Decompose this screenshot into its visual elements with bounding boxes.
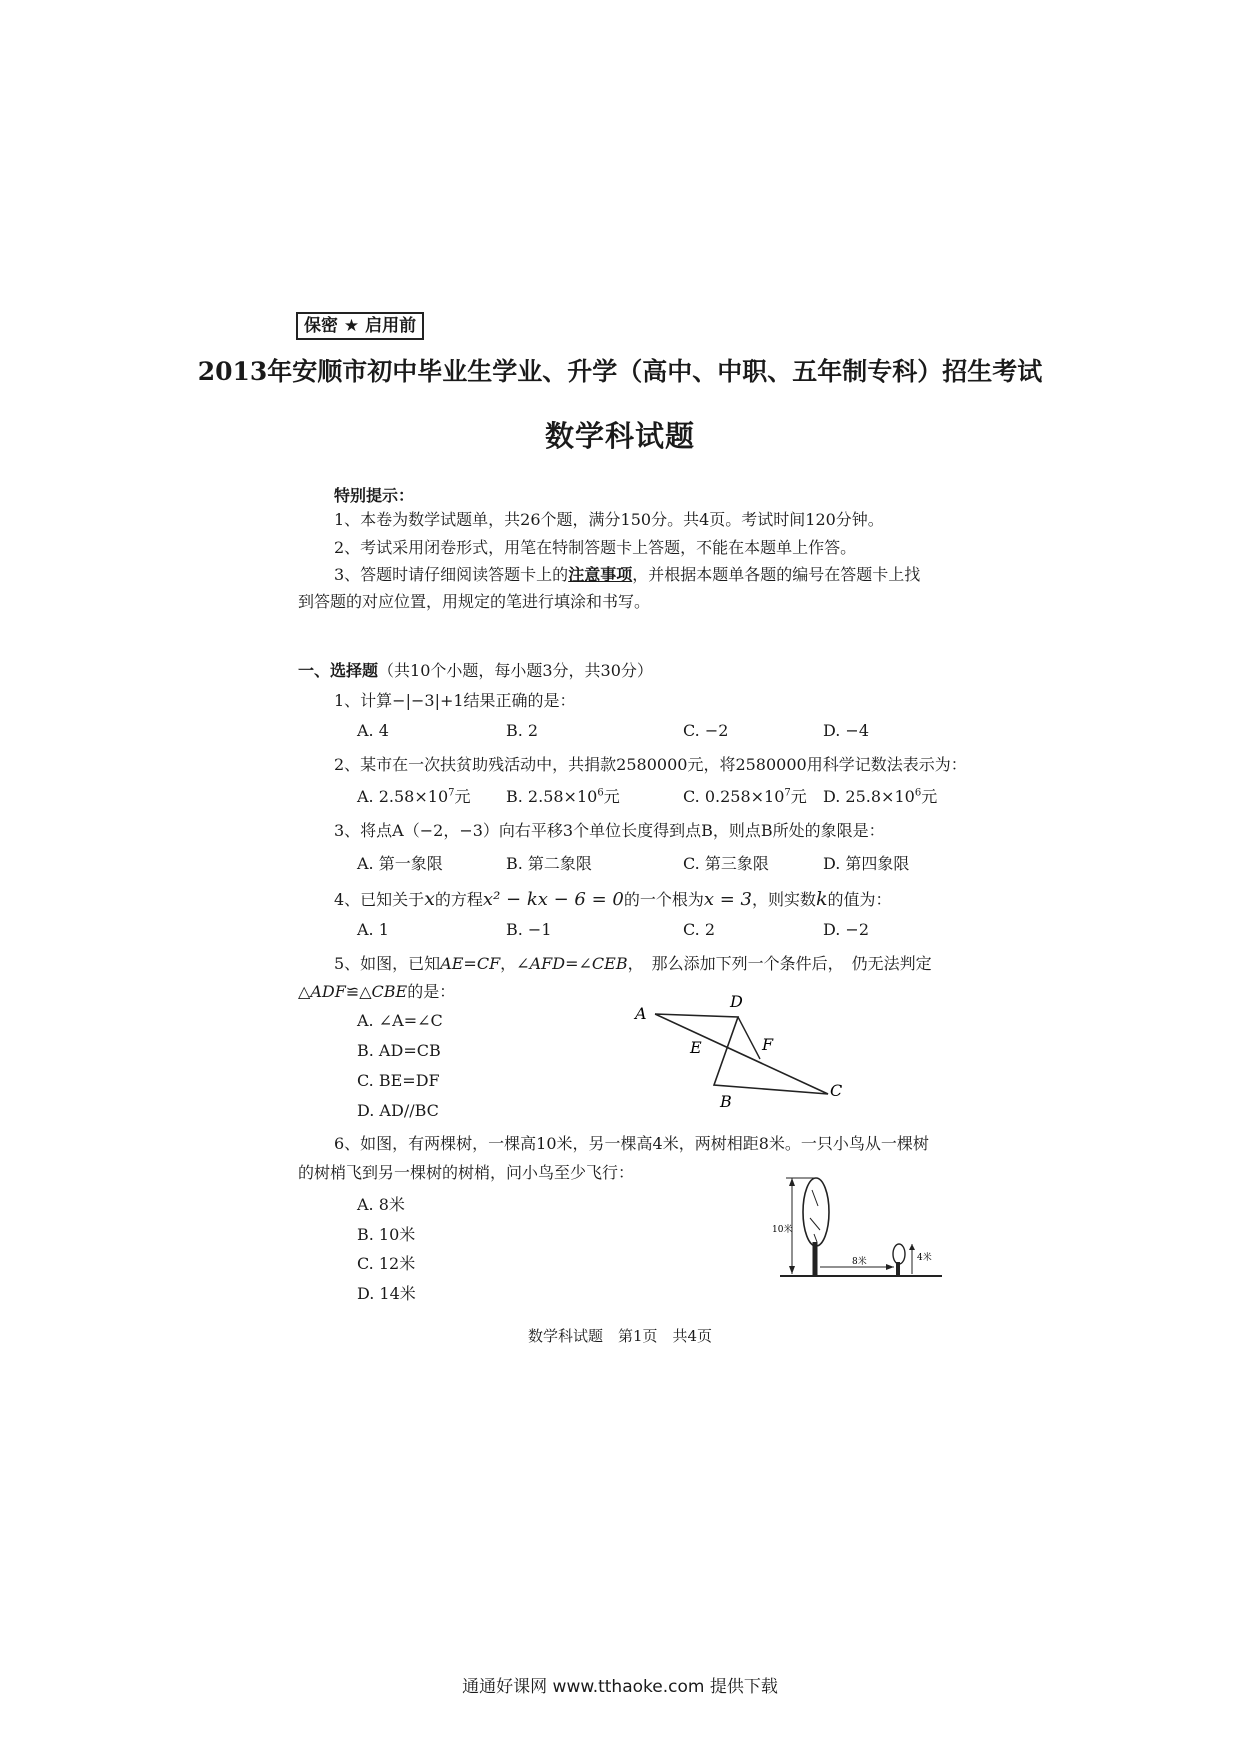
q4-text-e: 的值为：: [827, 890, 892, 909]
q5-line2-b: ADF: [310, 982, 346, 1001]
question-5-stem-line-2: [298, 982, 455, 1002]
q3-option-a: A. 第一象限: [357, 854, 443, 873]
q6-option-a: A. 8米: [357, 1195, 405, 1214]
q2-option-c-text: C. 0.258×10: [683, 787, 785, 806]
q5-text-f: CEB: [591, 954, 628, 973]
q2-option-d-text: D. 25.8×10: [823, 787, 915, 806]
q6-trees-figure: [770, 1170, 950, 1290]
q5-text-g: ， 那么添加下列一个条件后， 仍无法判定: [627, 954, 932, 973]
confidential-label: 保密 ★ 启用前: [296, 312, 424, 340]
q5-line2-c: ≌△: [345, 982, 372, 1001]
q6-tall-tree-crown: [803, 1178, 829, 1246]
q6-distance-8-arrow: [886, 1264, 894, 1270]
q2-option-b-text: B. 2.58×10: [506, 787, 598, 806]
q3-option-d: D. 第四象限: [823, 854, 910, 873]
exam-title: 2013年安顺市初中毕业生学业、升学（高中、中职、五年制专科）招生考试: [197, 357, 1043, 386]
q6-height-4-arrow-up: [909, 1244, 915, 1250]
question-1-stem: 1、计算−|−3|+1结果正确的是：: [334, 691, 576, 710]
q5-text-b: AE=CF: [440, 954, 501, 973]
section-note: （共10个小题，每小题3分，共30分）: [378, 661, 653, 680]
q1-option-c: C. −2: [683, 721, 729, 740]
q2-option-b-exp: 6: [597, 787, 604, 799]
q4-option-a: A. 1: [357, 920, 389, 939]
q4-text-c: 的一个根为: [623, 890, 704, 909]
q5-option-a: A. ∠A=∠C: [357, 1011, 443, 1030]
q5-text-c: ，∠: [500, 954, 530, 973]
q5-label-a: A: [635, 1004, 647, 1023]
q3-option-c: C. 第三象限: [683, 854, 769, 873]
q2-option-d-exp: 6: [914, 787, 922, 799]
q6-option-d: D. 14米: [357, 1284, 416, 1303]
q4-root: x = 3: [703, 889, 752, 910]
question-4-stem: [334, 889, 892, 910]
question-6-stem-line-2: 的树梢飞到另一棵树的树梢，问小鸟至少飞行：: [298, 1163, 635, 1182]
question-6-stem-line-1: 6、如图，有两棵树，一棵高10米，另一棵高4米，两树相距8米。一只小鸟从一棵树: [334, 1134, 929, 1153]
q4-option-b: B. −1: [506, 920, 552, 939]
question-5-stem-line-1: [334, 954, 932, 974]
q5-label-c: C: [830, 1081, 843, 1100]
q5-line2-d: CBE: [371, 982, 408, 1001]
q6-option-b: B. 10米: [357, 1225, 416, 1244]
q4-var-x: x: [424, 888, 435, 910]
q4-equation: x² − kx − 6 = 0: [482, 889, 624, 910]
q5-figure-lines: [655, 1014, 828, 1094]
q1-option-b: B. 2: [506, 721, 539, 740]
q6-label-8m: 8米: [852, 1257, 867, 1267]
page-footer: 数学科试题 第1页 共4页: [527, 1327, 713, 1345]
q5-text-e: =∠: [565, 954, 592, 973]
q5-option-b: B. AD=CB: [357, 1041, 441, 1060]
download-banner: 通通好课网 www.tthaoke.com 提供下载: [462, 1677, 778, 1697]
hint-line-3-text-a: 3、答题时请仔细阅读答题卡上的: [334, 565, 569, 584]
q5-line2-a: △: [298, 982, 311, 1001]
q6-label-10m: 10米: [772, 1225, 793, 1235]
q5-label-b: B: [720, 1092, 732, 1111]
subject-title: 数学科试题: [544, 419, 695, 453]
q2-option-a-text: A. 2.58×10: [357, 787, 449, 806]
q5-geometry-figure: [620, 985, 870, 1115]
q5-text-d: AFD: [529, 954, 566, 973]
hint-line-2: 2、考试采用闭卷形式，用笔在特制答题卡上答题，不能在本题单上作答。: [334, 538, 857, 557]
q2-option-c: [683, 784, 807, 807]
section-title: 一、选择题: [298, 661, 379, 680]
q2-option-a-unit: 元: [454, 787, 471, 806]
q5-option-d: D. AD//BC: [357, 1101, 439, 1120]
q6-small-tree-crown: [893, 1244, 905, 1264]
section-heading: [298, 661, 653, 681]
q6-height-10-arrow-up: [789, 1178, 795, 1186]
hint-line-4: 到答题的对应位置，用规定的笔进行填涂和书写。: [298, 592, 651, 611]
q5-label-e: E: [690, 1038, 702, 1057]
q4-var-k: k: [816, 888, 828, 910]
q2-option-c-unit: 元: [790, 787, 807, 806]
q6-tall-tree-branches: [810, 1190, 820, 1242]
q4-text-d: ，则实数: [751, 890, 816, 909]
q4-text-b: 的方程: [434, 890, 483, 909]
hints-heading: 特别提示：: [334, 486, 415, 505]
q2-option-c-exp: 7: [784, 787, 791, 799]
q1-option-a: A. 4: [357, 721, 389, 740]
hint-line-3-underlined: 注意事项: [568, 565, 633, 584]
hint-line-3-text-b: ，并根据本题单各题的编号在答题卡上找: [632, 565, 921, 584]
q3-option-b: B. 第二象限: [506, 854, 592, 873]
q6-label-4m: 4米: [917, 1253, 932, 1263]
q5-label-f: F: [762, 1035, 774, 1054]
q5-text-a: 5、如图，已知: [334, 954, 441, 973]
hint-line-3: [334, 565, 920, 585]
q1-option-d: D. −4: [823, 721, 870, 740]
q2-option-a: [357, 784, 471, 807]
q4-text-a: 4、已知关于: [334, 890, 425, 909]
q2-option-a-exp: 7: [448, 787, 455, 799]
q5-figure-segment-df: [738, 1017, 760, 1059]
q5-option-c: C. BE=DF: [357, 1071, 440, 1090]
q5-line2-e: 的是：: [407, 982, 456, 1001]
q4-option-c: C. 2: [683, 920, 716, 939]
question-3-stem: 3、将点A（−2，−3）向右平移3个单位长度得到点B，则点B所处的象限是：: [334, 821, 885, 840]
hint-line-1: 1、本卷为数学试题单，共26个题，满分150分。共4页。考试时间120分钟。: [334, 510, 884, 529]
q2-option-b: [506, 784, 620, 807]
q2-option-d-unit: 元: [921, 787, 938, 806]
q6-height-10-arrow-down: [789, 1266, 795, 1274]
q2-option-b-unit: 元: [603, 787, 620, 806]
q4-option-d: D. −2: [823, 920, 870, 939]
q6-option-c: C. 12米: [357, 1254, 416, 1273]
q5-label-d: D: [730, 992, 743, 1011]
q2-option-d: [823, 784, 937, 807]
question-2-stem: 2、某市在一次扶贫助残活动中，共捐款2580000元，将2580000用科学记数法表示为：: [334, 755, 967, 774]
